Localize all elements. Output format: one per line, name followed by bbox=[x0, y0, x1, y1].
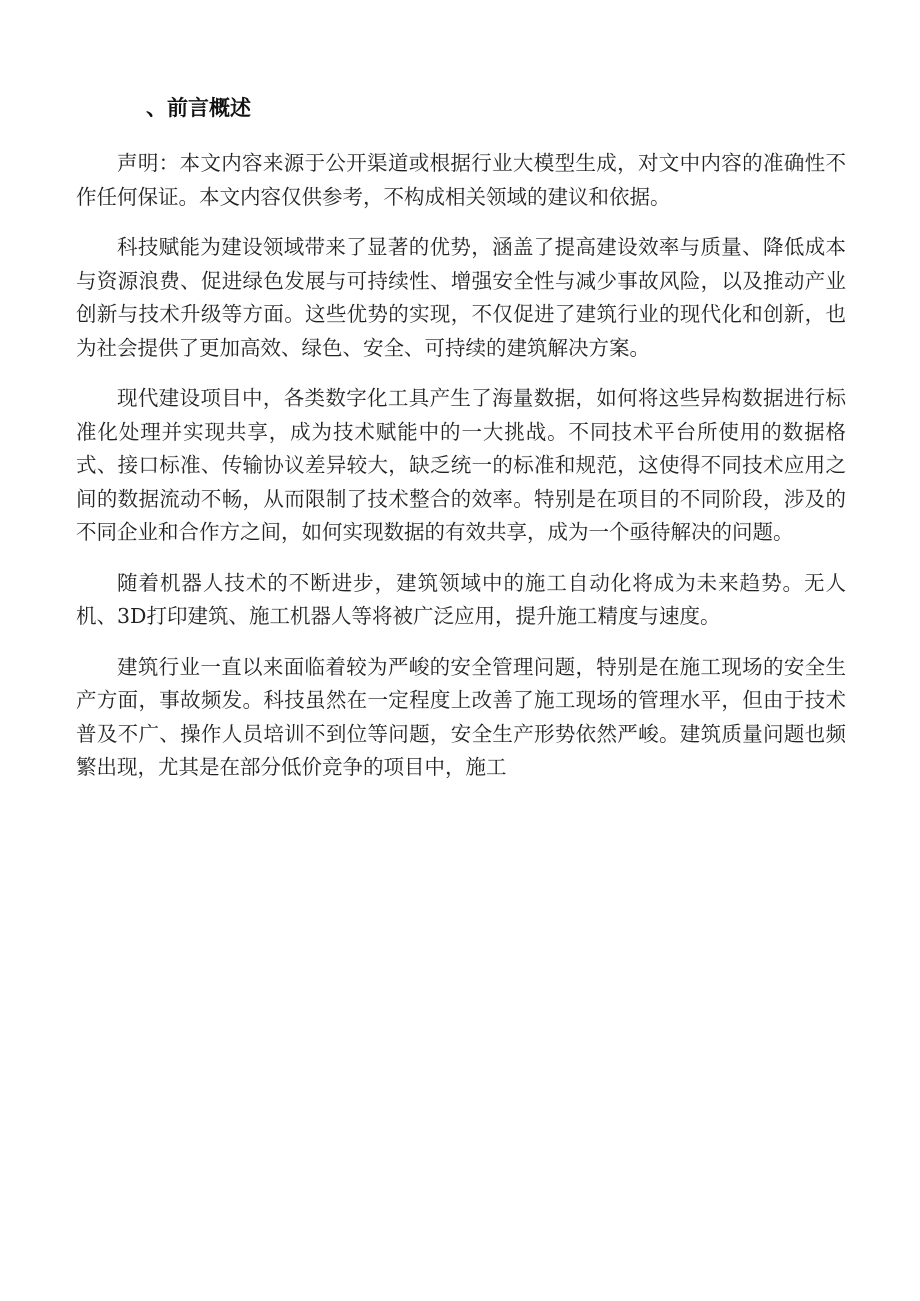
body-paragraph: 现代建设项目中，各类数字化工具产生了海量数据，如何将这些异构数据进行标准化处理并实现共享，成为技术赋能中的一大挑战。不同技术平台所使用的数据格式、接口标准、传输协议差异较大，缺乏统一的标准和规范，这使得不同技术应用之间的数据流动不畅，从而限制了技术整合的效率。特别是在项目的不同阶段，涉及的不同企业和合作方之间，如何实现数据的有效共享，成为一个亟待解决的问题。 bbox=[76, 386, 846, 544]
body-paragraph: 科技赋能为建设领域带来了显著的优势，涵盖了提高建设效率与质量、降低成本与资源浪费、促进绿色发展与可持续性、增强安全性与减少事故风险，以及推动产业创新与技术升级等方面。这些优势的实现，不仅促进了建筑行业的现代化和创新，也为社会提供了更加高效、绿色、安全、可持续的建筑解决方案。 bbox=[76, 235, 846, 360]
document-page bbox=[76, 88, 846, 802]
section-heading: 、前言概述 bbox=[146, 96, 251, 120]
body-paragraph: 建筑行业一直以来面临着较为严峻的安全管理问题，特别是在施工现场的安全生产方面，事故频发。科技虽然在一定程度上改善了施工现场的管理水平，但由于技术普及不广、操作人员培训不到位等问题，安全生产形势依然严峻。建筑质量问题也频繁出现，尤其是在部分低价竞争的项目中，施工 bbox=[76, 654, 846, 779]
disclaimer-paragraph: 声明：本文内容来源于公开渠道或根据行业大模型生成，对文中内容的准确性不作任何保证。本文内容仅供参考，不构成相关领域的建议和依据。 bbox=[76, 151, 846, 209]
body-paragraph: 随着机器人技术的不断进步，建筑领域中的施工自动化将成为未来趋势。无人机、3D打印建筑、施工机器人等将被广泛应用，提升施工精度与速度。 bbox=[76, 570, 846, 628]
